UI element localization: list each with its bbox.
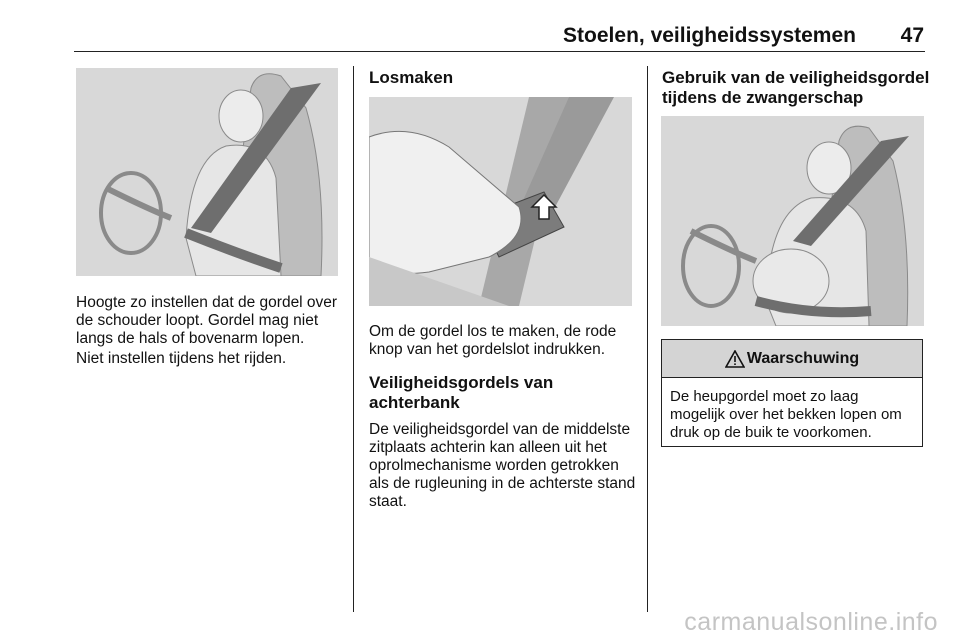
column-divider-2 [647, 66, 648, 612]
paragraph: De veiligheidsgordel van de middelste zitplaats achterin kan alleen uit het oprolmechanisme worden getrokken als de rugleuning in de achterste stand staat. [369, 421, 636, 510]
pregnant-seatbelt-illustration [661, 116, 924, 326]
warning-title: Waarschuwing [746, 349, 860, 367]
paragraph: Hoogte zo instellen dat de gordel over de schouder loopt. Gordel mag niet langs de hals of bovenarm lopen. [76, 294, 338, 347]
paragraph: Niet instellen tijdens het rijden. [76, 350, 287, 367]
section-subheading: Veiligheidsgordels van achterbank [369, 373, 554, 412]
buckle-release-illustration [369, 97, 632, 306]
watermark: carmanualsonline.info [684, 608, 938, 636]
warning-header [662, 340, 922, 378]
section-heading: Gebruik van de veiligheidsgordel tijdens de zwangerschap [662, 68, 930, 107]
page-header-title: Stoelen, veiligheidssystemen [563, 24, 856, 47]
header-rule [74, 51, 925, 52]
warning-text: De heupgordel moet zo laag mogelijk over het bekken lopen om druk op de buik te voorkomen. [670, 388, 902, 441]
paragraph: Om de gordel los te maken, de rode knop van het gordelslot indrukken. [369, 323, 617, 358]
seatbelt-height-illustration [76, 68, 338, 276]
warning-box [661, 339, 923, 447]
section-heading: Losmaken [369, 68, 454, 87]
warning-triangle-icon [725, 350, 745, 368]
column-divider-1 [353, 66, 354, 612]
page-number: 47 [900, 24, 924, 47]
